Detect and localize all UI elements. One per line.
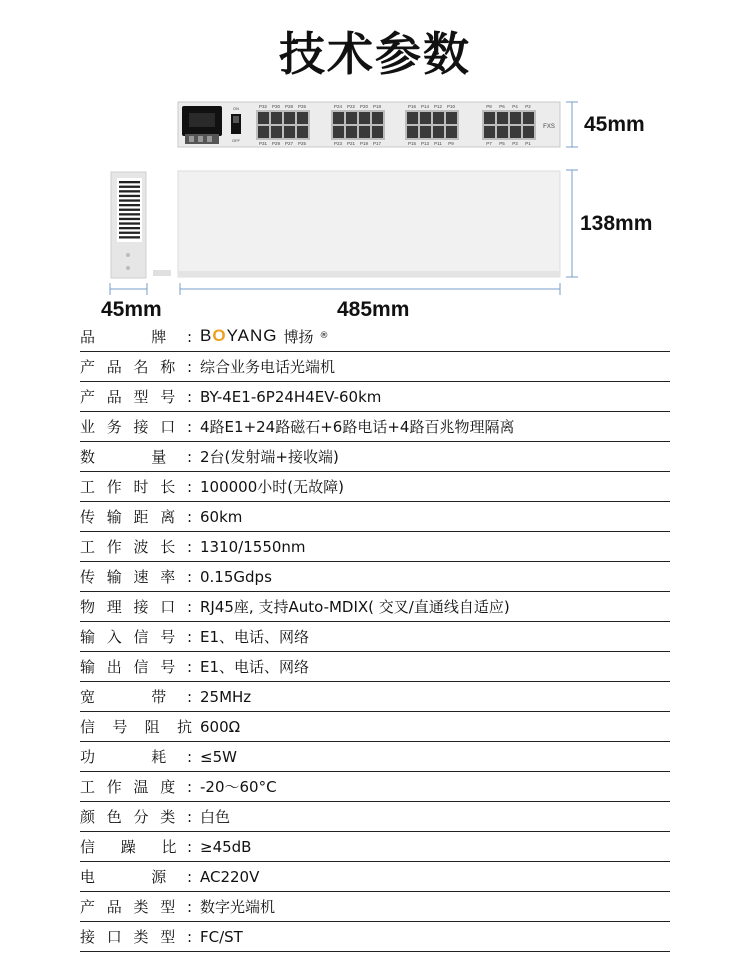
rj45-port-icon (333, 126, 344, 138)
front-panel (178, 102, 560, 147)
vent-slot (119, 186, 140, 188)
spec-value: 25MHz (200, 682, 670, 712)
rj45-port-icon (484, 112, 495, 124)
port-label: P6 (499, 104, 505, 109)
rj45-port-icon (346, 112, 357, 124)
port-label: P21 (346, 141, 356, 146)
spec-label: 传输距离: (80, 502, 200, 532)
port-label: P23 (333, 141, 343, 146)
spec-row (80, 742, 670, 772)
spec-label: 输出信号: (80, 652, 200, 682)
rj45-port-icon (359, 112, 370, 124)
port-label: P16 (407, 104, 417, 109)
spec-row (80, 592, 670, 622)
device-diagram (0, 0, 750, 330)
port-label: P30 (271, 104, 281, 109)
spec-row (80, 502, 670, 532)
spec-value: RJ45座, 支持Auto-MDIX( 交叉/直通线自适应) (200, 592, 670, 622)
spec-label: 功 耗: (80, 742, 200, 772)
port-label: P3 (512, 141, 518, 146)
spec-row (80, 862, 670, 892)
spec-row (80, 622, 670, 652)
spec-value: 4路E1+24路磁石+6路电话+4路百兆物理隔离 (200, 412, 670, 442)
spec-value: E1、电话、网络 (200, 652, 670, 682)
port-label: P7 (486, 141, 492, 146)
spec-value: ≤5W (200, 742, 670, 772)
spec-value: 1310/1550nm (200, 532, 670, 562)
port-label: P32 (258, 104, 268, 109)
spec-value: 600Ω (200, 712, 670, 742)
spec-label: 传输速率: (80, 562, 200, 592)
rj45-port-icon (510, 126, 521, 138)
rj45-port-icon (446, 126, 457, 138)
port-label: P11 (434, 141, 442, 146)
port-label: P31 (258, 141, 268, 146)
rj45-port-icon (284, 126, 295, 138)
rj45-port-icon (510, 112, 521, 124)
rj45-port-icon (372, 126, 383, 138)
rj45-port-icon (484, 126, 495, 138)
spec-value: -20～60°C (200, 772, 670, 802)
rj45-port-icon (258, 126, 269, 138)
side-width-dimension: 45mm (101, 298, 162, 321)
rj45-port-icon (497, 126, 508, 138)
spec-value: E1、电话、网络 (200, 622, 670, 652)
spec-label: 接口类型: (80, 922, 200, 952)
port-label: P8 (486, 104, 492, 109)
port-label: P1 (525, 141, 531, 146)
spec-value: ≥45dB (200, 832, 670, 862)
port-label: P2 (525, 104, 531, 109)
spec-value: 0.15Gdps (200, 562, 670, 592)
port-label: P26 (297, 104, 307, 109)
spec-value: 白色 (200, 802, 670, 832)
vent-slot (119, 236, 140, 238)
spec-row (80, 412, 670, 442)
port-label: P14 (420, 104, 430, 109)
spec-label: 工作温度: (80, 772, 200, 802)
spec-row (80, 562, 670, 592)
port-label: P20 (359, 104, 369, 109)
vent-slot (119, 213, 140, 215)
port-label: P17 (372, 141, 382, 146)
port-label: P5 (499, 141, 505, 146)
brand-logo (200, 326, 329, 347)
spec-label: 数 量: (80, 442, 200, 472)
spec-value: 60km (200, 502, 670, 532)
rj45-port-icon (446, 112, 457, 124)
port-label: P28 (284, 104, 294, 109)
spec-row (80, 892, 670, 922)
spec-row (80, 832, 670, 862)
vent-slot (119, 232, 140, 234)
rj45-port-icon (284, 112, 295, 124)
width-dimension: 485mm (337, 298, 410, 321)
port-label: P19 (359, 141, 369, 146)
spec-label: 信号阻抗 (80, 712, 200, 742)
port-label: P10 (446, 104, 456, 109)
spec-label: 产品类型: (80, 892, 200, 922)
spec-row (80, 532, 670, 562)
spec-row (80, 321, 670, 352)
spec-row (80, 922, 670, 952)
spec-value: AC220V (200, 862, 670, 892)
port-label: P25 (297, 141, 307, 146)
rj45-port-icon (433, 126, 444, 138)
rj45-port-icon (346, 126, 357, 138)
spec-row (80, 382, 670, 412)
spec-row (80, 772, 670, 802)
rj45-port-icon (407, 126, 418, 138)
spec-label: 工作波长: (80, 532, 200, 562)
vent-slot (119, 227, 140, 229)
front-height-dimension: 45mm (584, 113, 645, 136)
port-label: P27 (284, 141, 294, 146)
switch-off-label: OFF (232, 138, 240, 143)
rj45-port-icon (420, 126, 431, 138)
rj45-port-icon (271, 112, 282, 124)
port-label: P29 (271, 141, 281, 146)
rj45-port-icon (523, 126, 534, 138)
port-label: P12 (433, 104, 443, 109)
spec-value: 2台(发射端+接收端) (200, 442, 670, 472)
rj45-port-icon (407, 112, 418, 124)
spec-label: 物理接口: (80, 592, 200, 622)
port-label: P18 (372, 104, 382, 109)
rj45-port-icon (333, 112, 344, 124)
vent-slot (119, 204, 140, 206)
port-label: P24 (333, 104, 343, 109)
vent-slot (119, 209, 140, 211)
spec-label: 电 源: (80, 862, 200, 892)
page-title: 技术参数 (279, 27, 471, 81)
rj45-port-icon (433, 112, 444, 124)
spec-row (80, 652, 670, 682)
spec-value (200, 321, 670, 352)
spec-label: 颜色分类: (80, 802, 200, 832)
vent-slot (119, 190, 140, 192)
port-label: P13 (420, 141, 430, 146)
depth-dimension: 138mm (580, 212, 653, 235)
rj45-port-icon (271, 126, 282, 138)
spec-row (80, 442, 670, 472)
spec-value: FC/ST (200, 922, 670, 952)
spec-row (80, 682, 670, 712)
spec-label: 宽 带: (80, 682, 200, 712)
registered-mark: ® (319, 331, 329, 341)
spec-label: 业务接口: (80, 412, 200, 442)
port-label: P15 (407, 141, 417, 146)
vent-slot (119, 218, 140, 220)
spec-label: 工作时长: (80, 472, 200, 502)
spec-value: 100000小时(无故障) (200, 472, 670, 502)
spec-row (80, 352, 670, 382)
spec-value: 数字光端机 (200, 892, 670, 922)
vent-slot (119, 222, 140, 224)
top-view (153, 171, 560, 277)
spec-label: 品 牌: (80, 321, 200, 352)
spec-row (80, 472, 670, 502)
rj45-port-icon (297, 126, 308, 138)
spec-row (80, 712, 670, 742)
port-label: P22 (346, 104, 356, 109)
spec-label: 输入信号: (80, 622, 200, 652)
spec-label: 产品名称: (80, 352, 200, 382)
side-view (111, 172, 146, 278)
port-label: P9 (448, 141, 454, 146)
rj45-port-icon (359, 126, 370, 138)
rj45-port-icon (258, 112, 269, 124)
rj45-port-icon (297, 112, 308, 124)
rj45-port-icon (497, 112, 508, 124)
vent-slot (119, 195, 140, 197)
spec-value: 综合业务电话光端机 (200, 352, 670, 382)
spec-table (80, 321, 670, 952)
brand-logo-text: BOYANG (200, 326, 278, 345)
rj45-port-icon (420, 112, 431, 124)
vent-slot (119, 181, 140, 183)
spec-label: 产品型号: (80, 382, 200, 412)
port-label: P4 (512, 104, 518, 109)
spec-row (80, 802, 670, 832)
brand-cn-name: 博扬 (283, 327, 314, 346)
rj45-port-icon (372, 112, 383, 124)
spec-label: 信 躁 比: (80, 832, 200, 862)
rj45-port-icon (523, 112, 534, 124)
spec-value: BY-4E1-6P24H4EV-60km (200, 382, 670, 412)
vent-slot (119, 199, 140, 201)
switch-on-label: ON (233, 106, 239, 111)
fxs-label: FXS (543, 124, 555, 130)
